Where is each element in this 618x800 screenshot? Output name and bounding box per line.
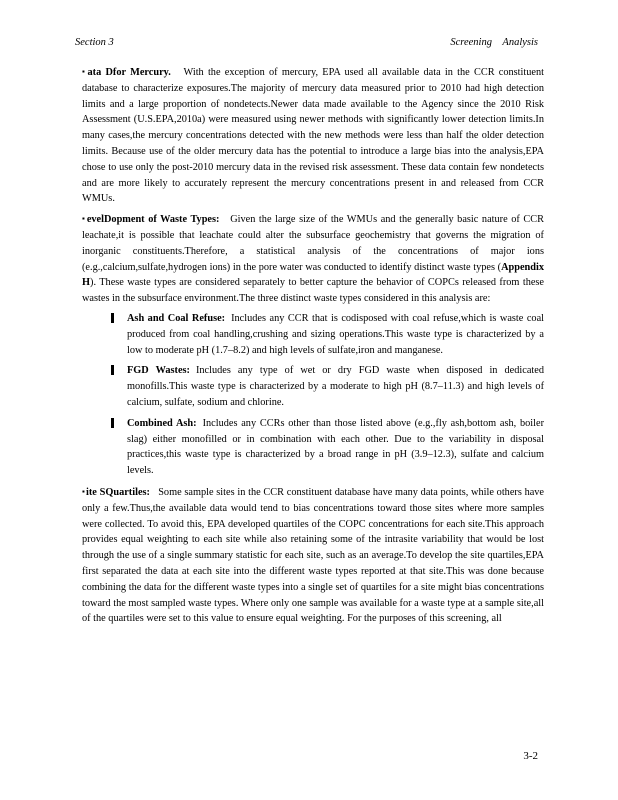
bullet-icon: ▪ [82,486,86,496]
waste-type-term: FGD Wastes: [127,365,190,377]
page-content [82,64,544,631]
waste-type-term: Ash and Coal Refuse: [127,312,226,324]
paragraph-site-quartiles [82,484,544,627]
waste-type-item [127,416,544,479]
page-number: 3-2 [523,750,538,762]
paragraph-waste-types [82,211,544,307]
waste-type-term: Combined Ash: [127,417,197,429]
paragraph-lead: ▪evelDopment of Waste Types: [82,214,220,226]
paragraph-text: Some sample sites in the CCR constituent database have many data points, while others have only a few.Thus,the available data would tend to bias concentrations toward those sites where more samples were collected. To avoid this, EPA developed quartiles of the COPC concentrations for each site.This approach provides equal weighting to each site while also retaining some of the intrasite variability that would be lost through the use of a single summary statistic for each site, such as an average.To develop the site quartiles,EPA first separated the data at each site into the different waste types reported at that site.This was done because combining the data for the different waste types into a single set of quartiles for a site might bias concentrations toward the most sampled waste types. Where only one sample was available for a waste type at a sample site,all of the quartiles were set to this value to ensure equal weighting. For the purposes of this screening, all [82,486,545,625]
section-header: Section 3 [75,37,114,48]
paragraph-text: ). These waste types are considered separately to better capture the behavior of COPCs released from these wastes in the subsurface environment.The three distinct waste types considered in this analysis are: [82,277,544,305]
bullet-icon [111,365,114,375]
waste-type-text: Includes any type of wet or dry FGD waste when disposed in dedicated monofills.This waste type is characterized by a moderate to high pH (8.7–11.3) and high levels of calcium, sulfate, sodium and chlorine. [127,365,544,408]
paragraph-text: Given the large size of the WMUs and the generally basic nature of CCR leachate,it is possible that leachate could alter the subsurface geochemistry that governs the migration of inorganic constituents.Therefore, a statistical analysis of the concentrations of major ions (e.g.,calcium,sulfate,hydrogen ions) in the pore water was conducted to identify distinct waste types ( [82,214,544,273]
paragraph-lead: ▪ite SQuartiles: [82,486,150,498]
waste-type-text: Includes any CCR that is codisposed with coal refuse,which is waste coal produced from coal handling,crushing and sizing operations.This waste type is characterized by a low to moderate pH (1.7–8.2) and high levels of sulfate,iron and manganese. [127,312,545,356]
paragraph-text: With the exception of mercury, EPA used all available data in the CCR constituent database to characterize exposures.The majority of mercury data measured prior to 2010 had high detection limits and a large proportion of nondetects.Newer data made available to the Agency since the 2010 Risk Assessment (U.S.EPA,2010a) were measured using newer methods with significantly lower detection limits.In many cases,the mercury concentrations detected with the new methods were less than half the older detection limits. Because use of the older mercury data has the potential to introduce a large bias into the analysis,EPA chose to use only the post-2010 mercury data in the revised risk assessment. These data contain few nondetects and are more likely to accurately represent the mercury concentrations present in and released from CCR WMUs. [82,67,544,205]
bullet-icon: ▪ [82,214,86,224]
waste-type-text: Includes any CCRs other than those listed above (e.g.,fly ash,bottom ash, boiler slag) either monofilled or in combination with each other. Due to the variability in disposal practices,this waste type is characterized by a broad range in pH (3.9–12.3), sulfate and calcium levels. [127,417,544,477]
running-title: Screening Analysis [450,37,538,48]
bullet-icon [111,418,114,428]
bullet-icon [111,313,114,323]
waste-type-item [127,311,544,358]
paragraph-lead: ▪ata Dfor Mercury. [82,67,171,78]
appendix-reference: Appendix H [82,261,544,289]
paragraph-mercury [82,64,544,207]
bullet-icon: ▪ [82,67,87,76]
waste-type-item [127,363,544,410]
